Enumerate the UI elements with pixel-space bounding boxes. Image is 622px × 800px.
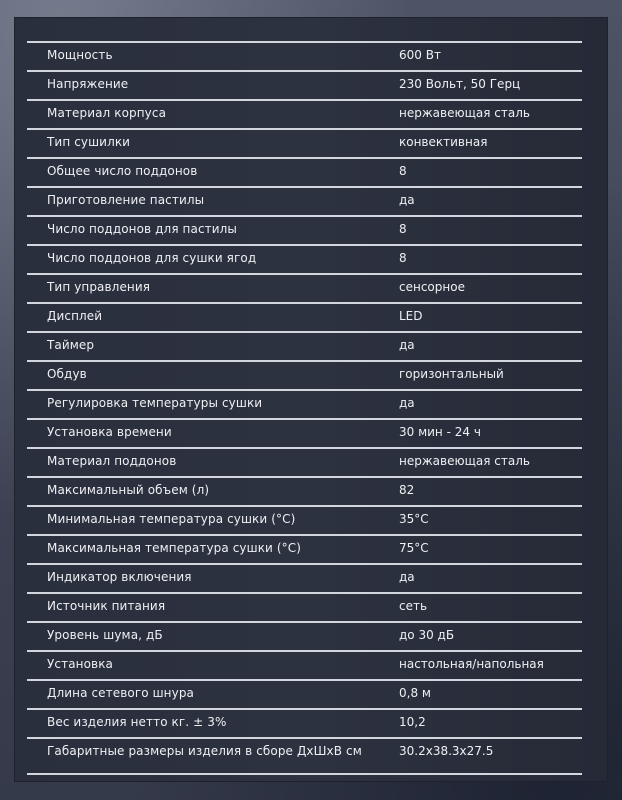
spec-row bbox=[27, 389, 582, 418]
spec-label: Установка bbox=[47, 657, 114, 671]
spec-label: Источник питания bbox=[47, 599, 166, 613]
spec-label: Длина сетевого шнура bbox=[47, 686, 194, 700]
spec-value: 10,2 bbox=[399, 715, 426, 729]
spec-label: Мощность bbox=[47, 48, 113, 62]
spec-value: настольная/напольная bbox=[399, 657, 544, 671]
spec-value: 8 bbox=[399, 164, 407, 178]
spec-label: Число поддонов для пастилы bbox=[47, 222, 237, 236]
spec-row bbox=[27, 737, 582, 766]
spec-label: Регулировка температуры сушки bbox=[47, 396, 263, 410]
spec-label: Общее число поддонов bbox=[47, 164, 198, 178]
spec-label: Тип сушилки bbox=[47, 135, 131, 149]
spec-row bbox=[27, 215, 582, 244]
spec-label: Дисплей bbox=[47, 309, 103, 323]
spec-value: 30 мин - 24 ч bbox=[399, 425, 481, 439]
spec-value: да bbox=[399, 396, 415, 410]
spec-label: Вес изделия нетто кг. ± 3% bbox=[47, 715, 227, 729]
spec-value: нержавеющая сталь bbox=[399, 454, 530, 468]
spec-label: Габаритные размеры изделия в сборе ДхШхВ см bbox=[47, 744, 362, 758]
spec-row bbox=[27, 505, 582, 534]
spec-value: да bbox=[399, 338, 415, 352]
spec-label: Максимальный объем (л) bbox=[47, 483, 210, 497]
spec-value: до 30 дБ bbox=[399, 628, 455, 642]
spec-label: Число поддонов для сушки ягод bbox=[47, 251, 257, 265]
spec-row bbox=[27, 70, 582, 99]
spec-row bbox=[27, 447, 582, 476]
spec-value: горизонтальный bbox=[399, 367, 504, 381]
spec-label: Тип управления bbox=[47, 280, 151, 294]
spec-value: 0,8 м bbox=[399, 686, 431, 700]
spec-row bbox=[27, 592, 582, 621]
spec-label: Материал поддонов bbox=[47, 454, 177, 468]
spec-row bbox=[27, 273, 582, 302]
spec-label: Напряжение bbox=[47, 77, 129, 91]
spec-value: 75°C bbox=[399, 541, 429, 555]
spec-label: Материал корпуса bbox=[47, 106, 167, 120]
spec-label: Таймер bbox=[47, 338, 95, 352]
spec-value: LED bbox=[399, 309, 423, 323]
spec-row bbox=[27, 41, 582, 70]
spec-label: Минимальная температура сушки (°C) bbox=[47, 512, 296, 526]
spec-row bbox=[27, 476, 582, 505]
spec-row bbox=[27, 563, 582, 592]
spec-label: Максимальная температура сушки (°C) bbox=[47, 541, 302, 555]
spec-row bbox=[27, 708, 582, 737]
spec-row bbox=[27, 244, 582, 273]
spec-row bbox=[27, 360, 582, 389]
spec-row bbox=[27, 128, 582, 157]
spec-value: 230 Вольт, 50 Герц bbox=[399, 77, 521, 91]
spec-row bbox=[27, 99, 582, 128]
spec-row bbox=[27, 302, 582, 331]
spec-label: Приготовление пастилы bbox=[47, 193, 205, 207]
spec-value: 82 bbox=[399, 483, 415, 497]
spec-value: 35°C bbox=[399, 512, 429, 526]
spec-value: сеть bbox=[399, 599, 428, 613]
spec-row bbox=[27, 418, 582, 447]
spec-value: 8 bbox=[399, 222, 407, 236]
spec-value: сенсорное bbox=[399, 280, 465, 294]
spec-row bbox=[27, 650, 582, 679]
spec-value: конвективная bbox=[399, 135, 488, 149]
spec-table-bottom-rule bbox=[27, 773, 582, 775]
spec-table bbox=[27, 41, 582, 766]
spec-value: нержавеющая сталь bbox=[399, 106, 530, 120]
spec-value: да bbox=[399, 193, 415, 207]
spec-label: Индикатор включения bbox=[47, 570, 192, 584]
spec-value: 8 bbox=[399, 251, 407, 265]
spec-label: Уровень шума, дБ bbox=[47, 628, 163, 642]
spec-row bbox=[27, 621, 582, 650]
spec-row bbox=[27, 331, 582, 360]
spec-value: 30.2x38.3x27.5 bbox=[399, 744, 494, 758]
spec-row bbox=[27, 186, 582, 215]
spec-label: Обдув bbox=[47, 367, 87, 381]
spec-label: Установка времени bbox=[47, 425, 172, 439]
spec-value: да bbox=[399, 570, 415, 584]
spec-row bbox=[27, 157, 582, 186]
spec-row bbox=[27, 534, 582, 563]
spec-row bbox=[27, 679, 582, 708]
spec-value: 600 Вт bbox=[399, 48, 441, 62]
